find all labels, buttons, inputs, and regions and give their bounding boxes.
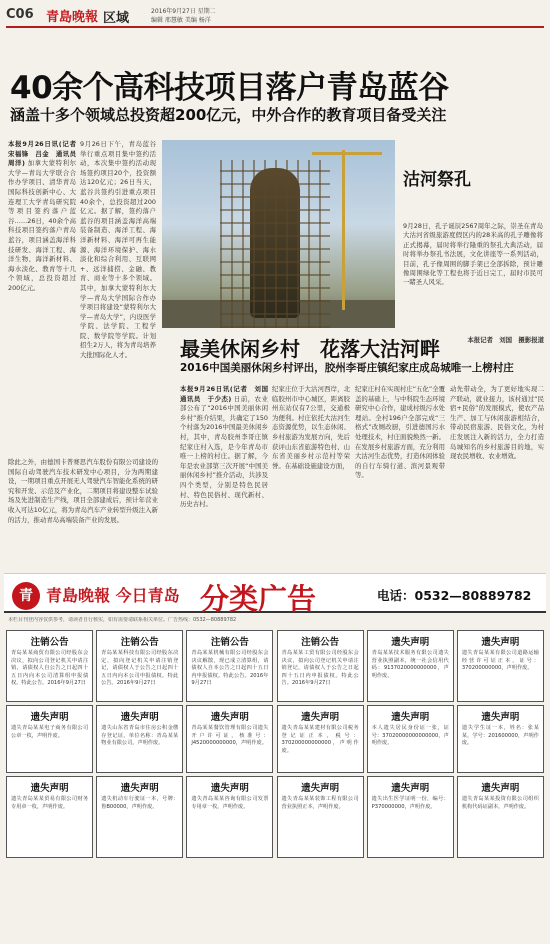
notice-box	[457, 630, 544, 702]
notice-box	[277, 705, 364, 773]
classified-note: 本栏目刊登内容仅供参考，请读者自行核实，如有需要请联系相关单位。广告热线：0532—80889782	[8, 617, 237, 623]
notice-title: 遗失声明	[481, 712, 520, 723]
notice-body: 青岛某某商贸有限公司经股东会决议，拟向公司登记机关申请注销，请债权人自公告之日起四十五日内向本公司清算组申报债权。特此公告。2016年9月27日	[11, 650, 89, 687]
notice-title: 注销公告	[210, 637, 249, 648]
notice-title: 遗失声明	[301, 712, 340, 723]
notice-title: 遗失声明	[210, 783, 249, 794]
notice-box	[367, 630, 454, 702]
notice-title: 遗失声明	[391, 783, 430, 794]
notice-box	[6, 776, 93, 858]
newspaper-brand: 青島晚報	[46, 10, 99, 25]
notice-body: 青岛某某技术服务有限公司遗失营业执照副本，统一社会信用代码：9137020000000000，声明作废。	[371, 650, 449, 679]
notice-title: 遗失声明	[481, 637, 520, 648]
second-subtitle: 2016中国美丽休闲乡村评出，胶州李哥庄镇纪家庄成岛城唯一上榜村庄	[180, 362, 514, 374]
notice-title: 遗失声明	[120, 712, 159, 723]
notice-box	[457, 776, 544, 858]
lead-subhead: 涵盖十多个领域总投资超200亿元，中外合作的教育项目备受关注	[10, 106, 447, 124]
notice-body: 遗失青岛某某有限公司道路运输经营许可证正本，证号：370200000000，声明作废。	[461, 650, 539, 672]
classified-banner	[4, 573, 546, 616]
notice-title: 注销公告	[301, 637, 340, 648]
side-title: 沽河祭孔	[403, 170, 471, 190]
notice-box	[457, 705, 544, 773]
notice-body: 遗失青岛某某装饰工程有限公司营业执照正本，声明作废。	[281, 796, 359, 810]
classified-phone: 电话：0532—80889782	[377, 588, 532, 603]
notice-body: 遗失青岛某某建材有限公司税务登记证正本，税号：370200000000000，声明作废。	[281, 725, 359, 754]
scaffolding-image	[220, 160, 330, 328]
side-text: 9月28日，孔子诞辰2567周年之际，崇圣在青岛大沽河省级旅游度假区内的28米高的孔子雕像将正式揭幕，届时将举行隆重的祭孔大典活动，届时将举办祭孔书法展，文化讲座等一系列活动，目前，孔子像周围的脚手架已全部拆除，预计雕像周围绿化等工程也将于近日完工，届时市民可一睹圣人风采。	[403, 222, 543, 287]
notice-body: 遗失青岛某某贸易有限公司财务专用章一枚，声明作废。	[11, 796, 89, 810]
notice-box	[96, 705, 183, 773]
lead-headline: 40余个高科技项目落户青岛蓝谷	[10, 70, 449, 106]
brand-logo: 青	[12, 582, 40, 610]
notice-box	[367, 705, 454, 773]
notice-body: 青岛某某机械有限公司经股东会决议解散，现已成立清算组，请债权人自本公告之日起四十五日内申报债权。特此公告。2016年9月27日	[191, 650, 269, 687]
notice-box	[186, 705, 273, 773]
classified-section-title: 分类广告	[200, 582, 317, 616]
lead-column-2	[80, 140, 156, 485]
lead-column-3	[8, 458, 158, 566]
second-column-3: 纪家庄村在实现村庄“五化”全覆盖的基础上，与中科院生态环境研究中心合作，建成村级污水处理站。全村196户全部完成“三格式”改厕改厨，引进德国污水处理技术，村庄面貌焕然一新。在发展乡村旅游方面，充分利用大沽河生态优势，打造休闲体验的自行车骑行道、滨河景观带等。	[355, 385, 445, 480]
notice-title: 遗失声明	[30, 712, 69, 723]
notice-body: 遗失出生医学证明一份，编号：P370000000，声明作废。	[371, 796, 449, 810]
second-column-4: 动先带动全，为了更好地实现二产联动，就业接力，该村通过“民宿+民俗”的发展模式，使农产品生产、加工与休闲旅游相结合，带动民宿旅游、民俗文化，为村庄发展注入新的活力，全力打造岛城知名的乡村旅游目的地，实现农民增收、农业增效。	[450, 385, 544, 461]
notice-box	[277, 776, 364, 858]
page-header	[6, 4, 544, 28]
notice-body: 遗失青岛某某电子商务有限公司公章一枚，声明作废。	[11, 725, 89, 739]
notice-body: 遗失青岛某某投资有限公司组织机构代码证副本，声明作废。	[461, 796, 539, 810]
page-number: C06	[6, 7, 34, 22]
section-name: 区域	[103, 11, 130, 26]
editor-credits: 编辑 邢慧敏 美编 杨洋	[151, 17, 211, 24]
notice-title: 遗失声明	[30, 783, 69, 794]
second-column-1: 本报9月26日讯(记者 刘国 通讯员 于少杰) 日前，农业部公布了“2016中国美丽休闲乡村”推介结果，共确定了150个村落为2016中国最美休闲乡村，其中，青岛胶州李哥庄镇纪家庄村入选，是今年青岛市唯一上榜的村庄。据了解，今年是农业部第三次开展“中国美丽休闲乡村”推介活动，共涉及四个类型，分别是特色民居村、特色民俗村、现代新村、历史古村。	[180, 385, 268, 567]
notice-title: 遗失声明	[481, 783, 520, 794]
notice-body: 本人遗失居民身份证一张，证号：37020000000000000，声明作废。	[371, 725, 449, 747]
notice-title: 遗失声明	[301, 783, 340, 794]
notice-box	[367, 776, 454, 858]
side-byline: 本报记者 刘国 摄影报道	[467, 336, 544, 344]
notice-title: 遗失声明	[120, 783, 159, 794]
notice-title: 注销公告	[30, 637, 69, 648]
notice-box	[186, 630, 273, 702]
notice-box	[6, 630, 93, 702]
statue-photo	[162, 140, 395, 328]
lead-text-1: 加拿大蒙特利尔大学—青岛大学联合合作办学项目、清华青岛国际科技创新中心、大连理工大学青岛研究院等项目签约落户蓝谷……26日，40余个高科技项目签约落户青岛蓝谷，项目涵盖海洋科技研发、海洋工程、海洋生物、海洋新材料、海水淡化、教育等十几个领域，总投资超过200亿元。	[8, 159, 76, 292]
notice-box	[277, 630, 364, 702]
lead-byline: 本报9月26日讯(记者 宋福锋 吕金 通讯员 周洋)	[8, 140, 76, 168]
issue-date: 2016年9月27日 星期二	[151, 8, 216, 15]
notice-body: 遗失山东省青岛市住房公积金缴存登记证，单位名称：青岛某某物业有限公司，声明作废。	[101, 725, 179, 747]
classified-brand: 青島晚報 今日青岛	[46, 586, 180, 605]
notice-body: 青岛某某餐饮管理有限公司遗失开户许可证，核准号：J4520000000000，声明作废。	[191, 725, 269, 747]
notice-title: 遗失声明	[391, 712, 430, 723]
notice-title: 遗失声明	[391, 637, 430, 648]
notice-box	[96, 630, 183, 702]
second-byline: 本报9月26日讯(记者 刘国 通讯员 于少杰)	[180, 385, 268, 403]
second-title: 最美休闲乡村 花落大沽河畔	[180, 337, 440, 361]
lead-column-1	[8, 140, 76, 362]
notice-box	[96, 776, 183, 858]
notice-body: 遗失机动车行驶证一本，号牌：鲁B00000，声明作废。	[101, 796, 179, 810]
notice-box	[186, 776, 273, 858]
notice-body: 青岛某某科技有限公司经股东决定，拟向登记机关申请注销登记，请债权人于公告之日起四十五日内向本公司申报债权。特此公告。2016年9月27日	[101, 650, 179, 687]
notice-title: 遗失声明	[210, 712, 249, 723]
lead-text-3: 除此之外，由德国卡普赛思汽车股份有限公司建设的国际自动驾驶汽车技术研发中心项目，分为两期建设，一期项目重点开展无人驾驶汽车智能化系统的研究和开发、示范及产业化，二期项目将建设整车试验场及先进制造生产线，项目全部建成后，预计年营业收入可达10亿元，将为青岛汽车产业转型升级注入新的活力，推动青岛高端装备产业的发展。	[8, 458, 158, 524]
second-column-2: 纪家庄位于大沽河西岸，北临胶州市中心城区，距离胶州东站仅有7公里，交通极为便利。村庄依托大沽河生态资源优势，以生态休闲、乡村旅游为发展方向，先后获评山东省旅游特色村、山东省美丽乡村示范村等荣誉。在基础设施建设方面，	[272, 385, 350, 470]
notice-body: 遗失青岛某某咨询有限公司发票专用章一枚，声明作废。	[191, 796, 269, 810]
notice-box	[6, 705, 93, 773]
notice-title: 注销公告	[120, 637, 159, 648]
notice-body: 遗失学生证一本，姓名：张某某，学号：201600000，声明作废。	[461, 725, 539, 747]
notice-body: 青岛某某工贸有限公司经股东会决议，拟向公司登记机关申请注销登记，请债权人于公告之日起四十五日内申报债权。特此公告。2016年9月27日	[281, 650, 359, 687]
lead-text-2: 9月26日下午，青岛蓝谷举行重点项目集中签约活动，本次集中签约活动现场签约项目20个，投资额达120亿元；26日当天，蓝谷共签约引进重点项目40余个，总投资超过200亿元。据了解，签约落户蓝谷的项目涵盖海洋高端装备制造、海洋工程、海洋新材料、海洋可再生能源、海洋环境保护、海水淡化和综合利用、互联网+、远洋捕捞、金融、教育、商业等十多个领域。其中，加拿大蒙特利尔大学—青岛大学国际合作办学项目将建设“蒙特利尔大学—青岛大学”，内设医学学院、法学院、工程学院、数学院等学院。计划招生2万人，将为青岛培养大批国际化人才。	[80, 140, 156, 360]
